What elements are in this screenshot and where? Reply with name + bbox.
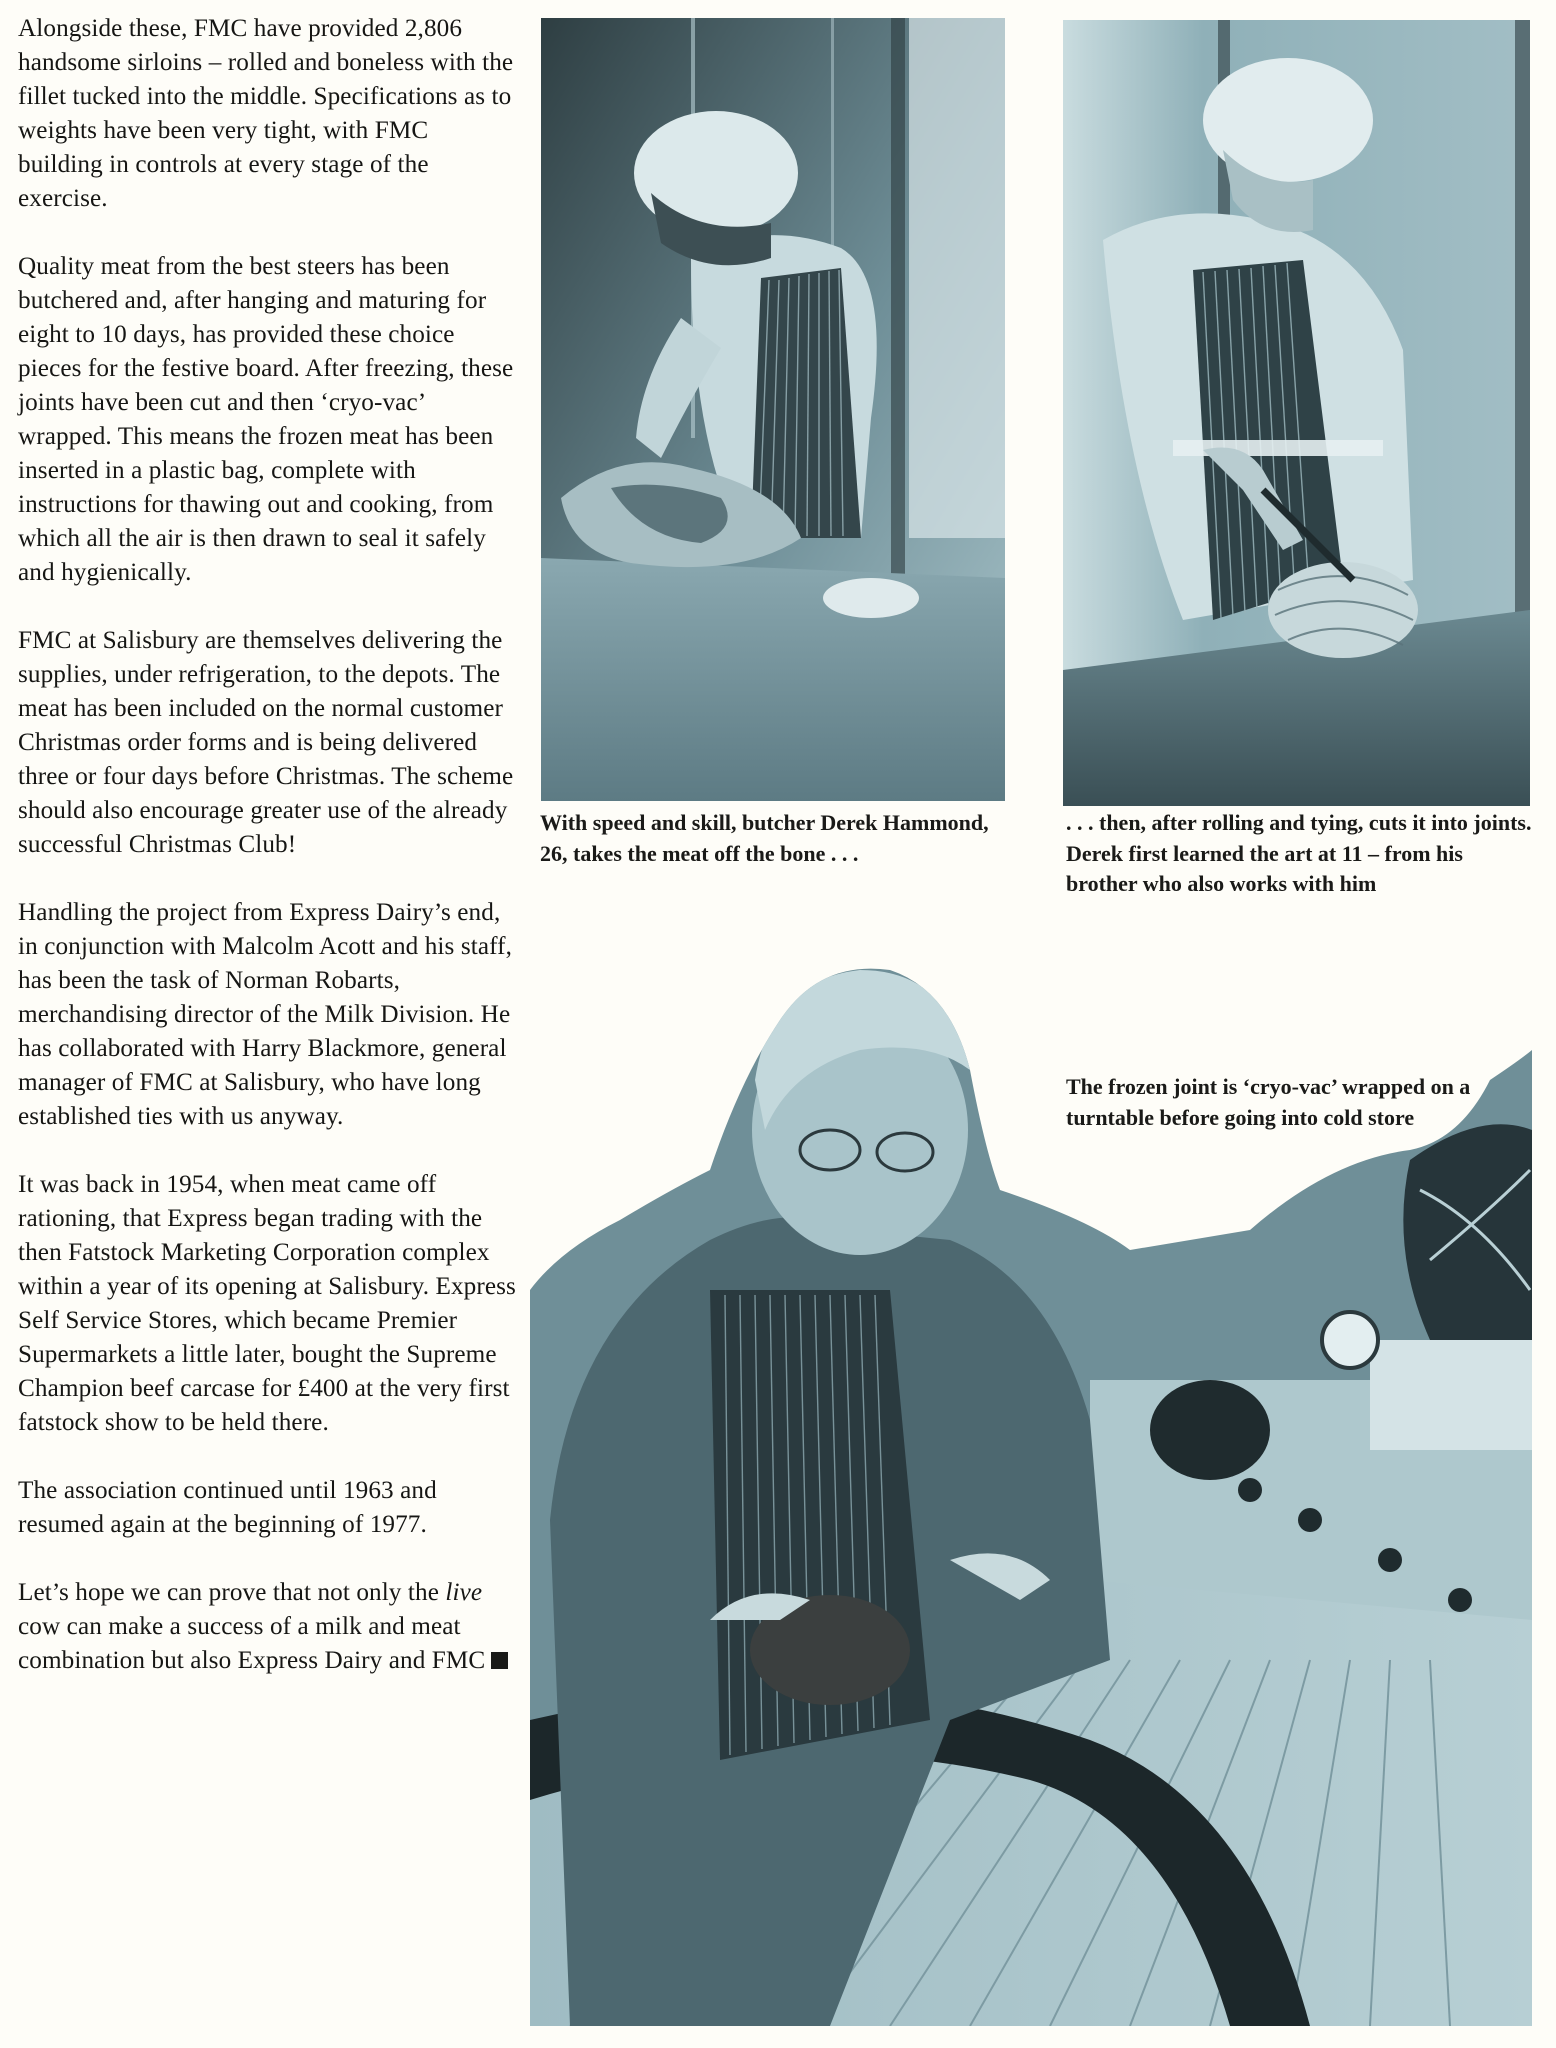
article-paragraph: The association continued until 1963 and resumed again at the beginning of 1977.: [18, 1477, 437, 1538]
photo-butcher-deboning-image: [541, 18, 1005, 801]
closing-italic-word: live: [445, 1579, 483, 1606]
closing-text-start: Let’s hope we can prove that not only the: [18, 1579, 446, 1606]
photo-butcher-deboning: [541, 18, 1005, 801]
end-of-article-square-icon: [491, 1652, 508, 1669]
article-paragraph: Quality meat from the best steers has been butchered and, after hanging and maturing for eight to 10 days, has provided these choice pieces for the festive board. After freezing, these joints have been cut and then ‘cryo-vac’ wrapped. This means the frozen meat has been inserted in a plastic bag, complete with instructions for thawing out and cooking, from which all the air is then drawn to seal it safely and hygienically.: [18, 253, 514, 586]
article-paragraph: It was back in 1954, when meat came off rationing, that Express began trading with the then Fatstock Marketing Corporation complex within a year of its opening at Salisbury. Express Self Service Stores, which became Premier Supermarkets a little later, bought the Supreme Champion beef carcase for £400 at the very first fatstock show to be held there.: [18, 1171, 516, 1436]
photo-butcher-cutting-joints-image: [1063, 20, 1530, 806]
closing-paragraph: [18, 1576, 518, 1678]
article-paragraph: Handling the project from Express Dairy’s end, in conjunction with Malcolm Acott and his staff, has been the task of Norman Robarts, merchandising director of the Milk Division. He has collaborated with Harry Blackmore, general manager of FMC at Salisbury, who have long established ties with us anyway.: [18, 899, 513, 1130]
closing-text-end: cow can make a success of a milk and meat combination but also Express Dairy and FMC: [18, 1613, 486, 1674]
article-paragraph: FMC at Salisbury are themselves delivering the supplies, under refrigeration, to the depots. The meat has been included on the normal customer Christmas order forms and is being delivered three or four days before Christmas. The scheme should also encourage greater use of the already successful Christmas Club!: [18, 627, 514, 858]
article-text-column: [18, 12, 518, 1712]
photo-butcher-cutting-joints: [1063, 20, 1530, 806]
photo-cryovac-turntable-image: [530, 960, 1532, 2026]
caption-photo-2: . . . then, after rolling and tying, cuts it into joints. Derek first learned the art at 11 – from his brother who also works with him: [1066, 810, 1532, 896]
photo-cryovac-turntable: [530, 960, 1532, 2026]
article-paragraph: Alongside these, FMC have provided 2,806 handsome sirloins – rolled and boneless with the fillet tucked into the middle. Specifications as to weights have been very tight, with FMC building in controls at every stage of the exercise.: [18, 15, 514, 212]
caption-photo-1: With speed and skill, butcher Derek Hammond, 26, takes the meat off the bone . . .: [540, 810, 989, 866]
caption-photo-3: The frozen joint is ‘cryo-vac’ wrapped on a turntable before going into cold store: [1066, 1074, 1471, 1130]
